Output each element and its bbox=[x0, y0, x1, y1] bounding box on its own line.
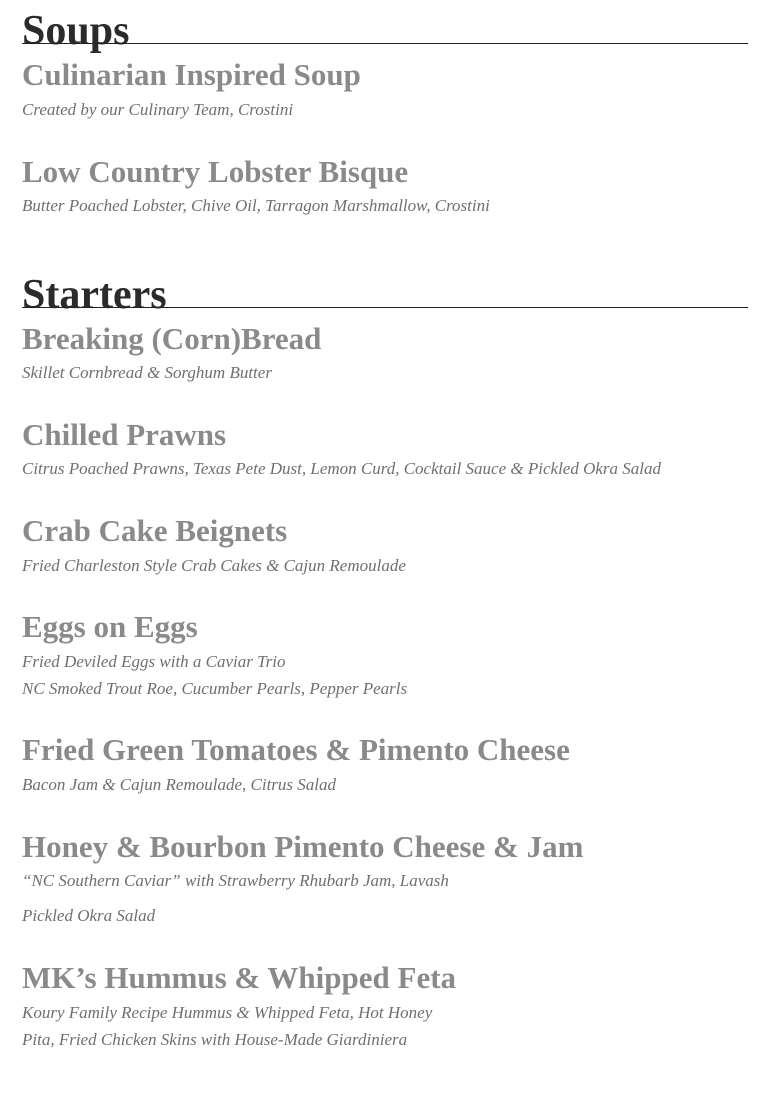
menu-item-description: “NC Southern Caviar” with Strawberry Rhubarb Jam, Lavash bbox=[22, 871, 449, 890]
menu-item-description: Pickled Okra Salad bbox=[22, 906, 156, 925]
section-divider bbox=[22, 43, 748, 44]
menu-item-description: Fried Charleston Style Crab Cakes & Cajun Remoulade bbox=[22, 556, 406, 575]
menu-item-description: Fried Deviled Eggs with a Caviar Trio bbox=[22, 652, 286, 671]
menu-item-name: Eggs on Eggs bbox=[22, 609, 198, 644]
menu-item-description: NC Smoked Trout Roe, Cucumber Pearls, Pepper Pearls bbox=[22, 679, 408, 698]
section-title: Starters bbox=[22, 272, 167, 318]
menu-item-description: Bacon Jam & Cajun Remoulade, Citrus Salad bbox=[22, 775, 337, 794]
menu-item-name: Culinarian Inspired Soup bbox=[22, 57, 361, 92]
menu-item-description: Skillet Cornbread & Sorghum Butter bbox=[22, 363, 272, 382]
menu-item-description: Koury Family Recipe Hummus & Whipped Feta, Hot Honey bbox=[22, 1003, 433, 1022]
menu-item-name: Honey & Bourbon Pimento Cheese & Jam bbox=[22, 829, 584, 864]
section-divider bbox=[22, 307, 748, 308]
menu-item-name: Fried Green Tomatoes & Pimento Cheese bbox=[22, 732, 570, 767]
menu-item-name: Low Country Lobster Bisque bbox=[22, 154, 409, 189]
menu-item-description: Pita, Fried Chicken Skins with House-Made Giardiniera bbox=[22, 1030, 408, 1049]
menu-item-name: MK’s Hummus & Whipped Feta bbox=[22, 960, 457, 995]
menu-item-name: Chilled Prawns bbox=[22, 417, 227, 452]
menu-item-description: Butter Poached Lobster, Chive Oil, Tarragon Marshmallow, Crostini bbox=[22, 196, 490, 215]
menu-item-name: Crab Cake Beignets bbox=[22, 513, 288, 548]
menu-item-description: Created by our Culinary Team, Crostini bbox=[22, 100, 294, 119]
menu-item-description: Citrus Poached Prawns, Texas Pete Dust, Lemon Curd, Cocktail Sauce & Pickled Okra Salad bbox=[22, 459, 662, 478]
menu-item-name: Breaking (Corn)Bread bbox=[22, 321, 322, 356]
section-title: Soups bbox=[22, 8, 130, 54]
